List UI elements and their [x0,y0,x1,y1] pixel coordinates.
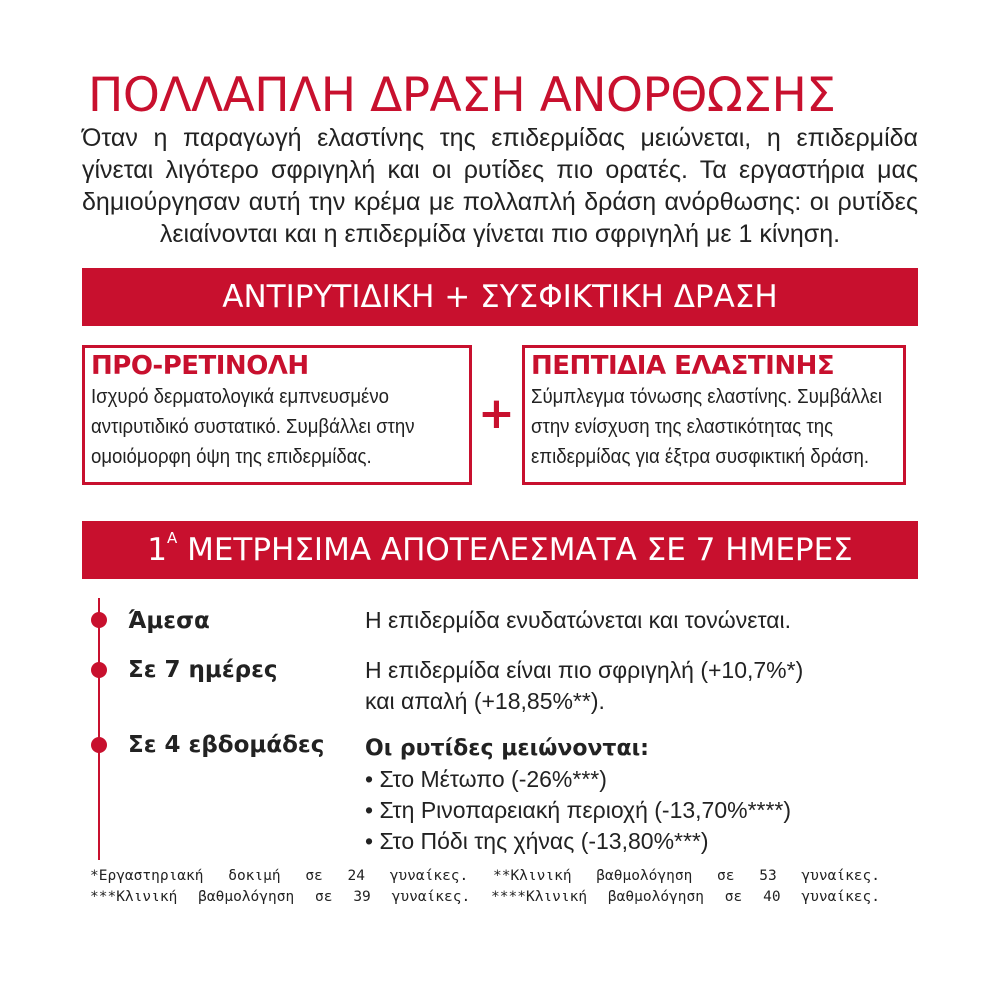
ingredient-title: ΠΡΟ-ΡΕΤΙΝΟΛΗ [91,351,309,381]
result-line: • Στο Μέτωπο (-26%***) [365,766,607,792]
result-description-immediate [365,605,791,636]
result-description-4-weeks [365,733,791,857]
timeline-line [98,598,100,860]
result-line: και απαλή (+18,85%**). [365,688,605,714]
result-description-7-days [365,655,803,717]
results-banner-number: 1 [147,532,167,568]
result-heading: Οι ρυτίδες μειώνονται: [365,736,649,761]
ingredient-box-pro-retinol [82,345,472,485]
timeline-dot [91,737,107,753]
result-line: • Στο Πόδι της χήνας (-13,80%***) [365,828,709,854]
footnote: ***Κλινική βαθμολόγηση σε 39 γυναίκες. ****Κλινική βαθμολόγηση σε 40 γυναίκες. [90,889,880,905]
action-banner: ΑΝΤΙΡΥΤΙΔΙΚΗ + ΣΥΣΦΙΚΤΙΚΗ ΔΡΑΣΗ [82,268,918,326]
footnote: *Εργαστηριακή δοκιμή σε 24 γυναίκες. **Κλινική βαθμολόγηση σε 53 γυναίκες. [90,868,880,884]
page-title: ΠΟΛΛΑΠΛΗ ΔΡΑΣΗ ΑΝΟΡΘΩΣΗΣ [88,68,836,123]
timeline-dot [91,612,107,628]
plus-icon: + [478,388,515,439]
result-label-immediate: Άμεσα [128,608,210,634]
result-line: Η επιδερμίδα ενυδατώνεται και τονώνεται. [365,607,792,633]
timeline-dot [91,662,107,678]
result-line: Η επιδερμίδα είναι πιο σφριγηλή (+10,7%*) [365,657,804,683]
ingredient-description: Σύμπλεγμα τόνωσης ελαστίνης. Συμβάλλει στην ενίσχυση της ελαστικότητας της επιδερμίδας για έξτρα συσφικτική δράση. [531,386,883,468]
result-label-7-days: Σε 7 ημέρες [128,657,278,683]
results-banner [82,521,918,579]
ingredient-description: Ισχυρό δερματολογικά εμπνευσμένο αντιρυτιδικό συστατικό. Συμβάλλει στην ομοιόμορφη όψη της επιδερμίδας. [91,386,415,468]
result-line: • Στη Ρινοπαρειακή περιοχή (-13,70%****) [365,797,792,823]
results-banner-text: ΜΕΤΡΗΣΙΜΑ ΑΠΟΤΕΛΕΣΜΑΤΑ ΣΕ 7 ΗΜΕΡΕΣ [177,532,853,568]
ingredient-box-elastin-peptides [522,345,906,485]
result-label-4-weeks: Σε 4 εβδομάδες [128,732,325,758]
intro-paragraph: Όταν η παραγωγή ελαστίνης της επιδερμίδας μειώνεται, η επιδερμίδα γίνεται λιγότερο σφριγηλή και οι ρυτίδες πιο ορατές. Τα εργαστήρια μας δημιούργησαν αυτή την κρέμα με πολλαπλή δράση ανόρθωσης: οι ρυτίδες λειαίνονται και η επιδερμίδα γίνεται πιο σφριγηλή με 1 κίνηση. [82,124,918,248]
results-banner-superscript: Α [166,529,178,547]
ingredient-title: ΠΕΠΤΙΔΙΑ ΕΛΑΣΤΙΝΗΣ [531,351,835,381]
